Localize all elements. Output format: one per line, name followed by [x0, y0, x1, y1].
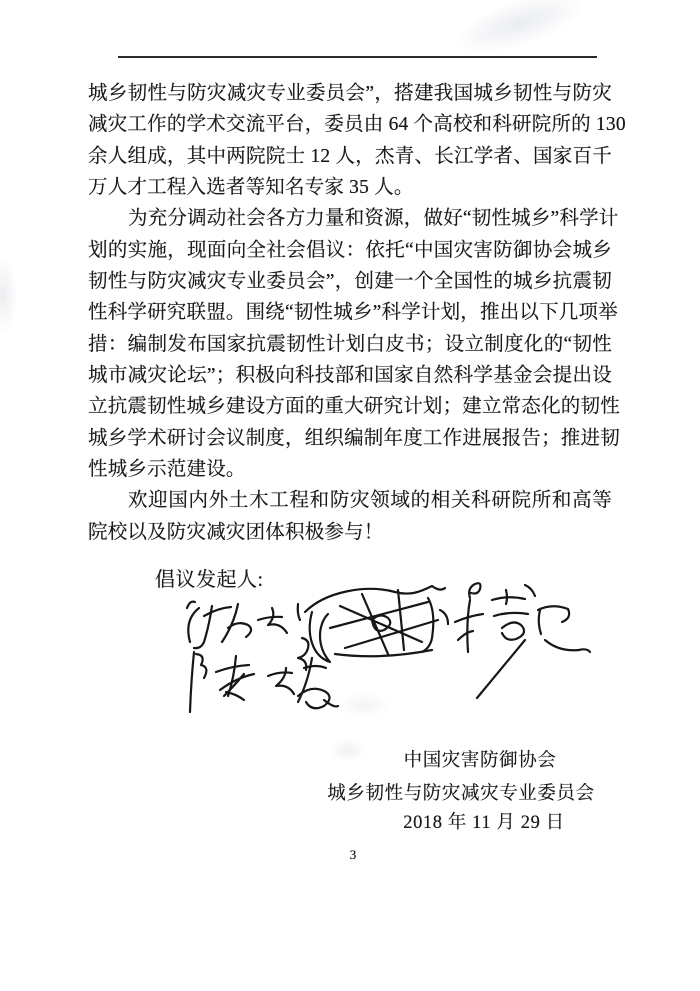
scan-smudge: [330, 738, 366, 762]
body-line: 韧性与防灾减灾专业委员会”，创建一个全国性的城乡抗震韧: [88, 271, 612, 293]
signoff-committee: 城乡韧性与防灾减灾专业委员会: [327, 784, 595, 804]
header-rule-divider: [118, 56, 597, 58]
body-line: 立抗震韧性城乡建设方面的重大研究计划；建立常态化的韧性: [88, 396, 620, 418]
body-line: 余人组成，其中两院院士 12 人，杰青、长江学者、国家百千: [88, 145, 612, 167]
body-line: 性科学研究联盟。围绕“韧性城乡”科学计划，推出以下几项举: [88, 302, 618, 324]
body-line: 划的实施，现面向全社会倡议：依托“中国灾害防御协会城乡: [88, 239, 612, 261]
body-line: 措：编制发布国家抗震韧性计划白皮书；设立制度化的“韧性: [88, 333, 612, 355]
body-line: 欢迎国内外土木工程和防灾领域的相关科研院所和高等: [128, 490, 612, 512]
scan-smudge: [0, 255, 18, 335]
body-line: 万人才工程入选者等知名专家 35 人。: [88, 177, 414, 199]
body-line: 城乡韧性与防灾减灾专业委员会”，搭建我国城乡韧性与防灾: [88, 83, 612, 104]
signature-2: [298, 586, 448, 670]
signoff-date: 2018 年 11 月 29 日: [403, 813, 565, 833]
signature-4: [190, 652, 338, 712]
document-body: [88, 78, 626, 548]
page-number: 3: [349, 847, 357, 862]
signature-1: [187, 602, 300, 649]
signoff-organization: 中国灾害防御协会: [403, 751, 557, 771]
body-line: 为充分调动社会各方力量和资源，做好“韧性城乡”科学计: [128, 208, 619, 230]
body-line: 减灾工作的学术交流平台，委员由 64 个高校和科研院所的 130: [88, 114, 626, 136]
body-line: 城市减灾论坛”；积极向科技部和国家自然科学基金会提出设: [88, 365, 612, 387]
body-line: 院校以及防灾减灾团体积极参与！: [88, 521, 384, 543]
handwritten-signatures-image: [140, 550, 620, 735]
body-line: 城乡学术研讨会议制度，组织编制年度工作进展报告；推进韧: [88, 427, 620, 449]
signature-block: [140, 550, 620, 735]
body-line: 性城乡示范建设。: [88, 459, 246, 481]
signature-3: [455, 583, 590, 698]
proposer-label: 倡议发起人:: [155, 569, 264, 591]
